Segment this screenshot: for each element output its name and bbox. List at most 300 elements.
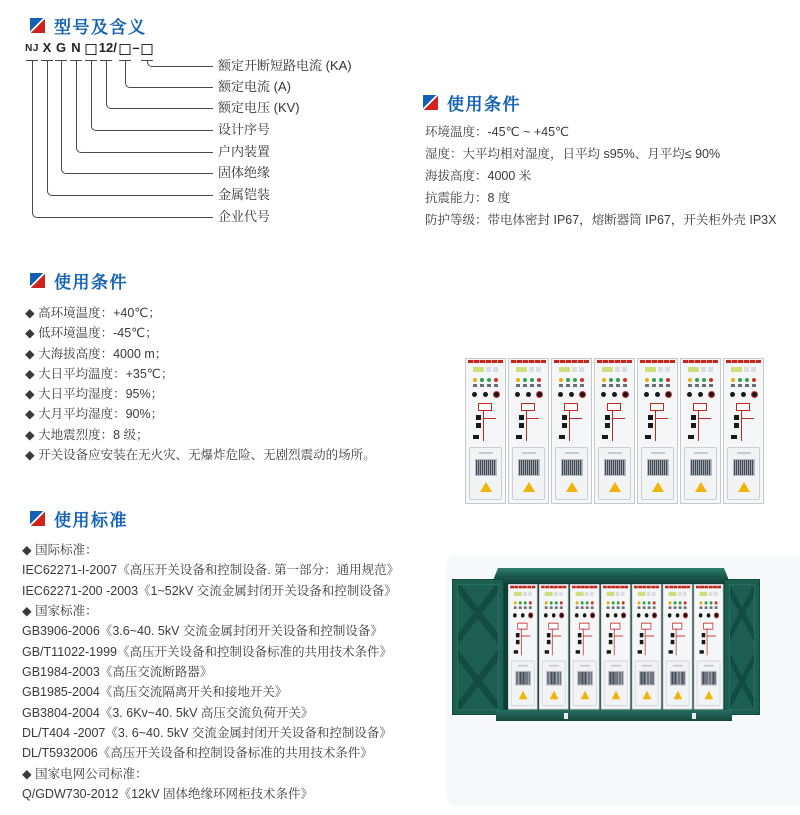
knob <box>637 613 641 617</box>
red-light <box>684 601 687 604</box>
mimic-component <box>476 423 481 428</box>
switchgear-cabinet <box>570 584 600 710</box>
mimic-component <box>545 650 549 653</box>
light-bases <box>571 606 599 609</box>
mimic-component <box>700 650 704 653</box>
panel-square <box>647 592 651 596</box>
green-light <box>745 378 749 382</box>
yellow-light <box>645 378 649 382</box>
cabinet-nameplate-row <box>552 367 591 372</box>
mimic-diagram <box>728 403 759 445</box>
section-title: 使用标准 <box>54 511 128 530</box>
door-label <box>694 452 708 454</box>
mimic-line <box>614 636 623 637</box>
cabinet-nameplate-row <box>602 592 630 596</box>
indicator-pill <box>602 367 613 372</box>
knob <box>601 392 606 397</box>
ventilation-grille <box>577 671 593 686</box>
switchgear-cabinet <box>594 358 635 504</box>
red-light <box>622 601 625 604</box>
indicator-pill <box>607 592 615 596</box>
mimic-component <box>516 633 520 637</box>
knob <box>676 613 680 617</box>
mimic-component <box>691 415 696 420</box>
light-bases <box>595 384 634 387</box>
cabinet-red-strip <box>511 360 546 363</box>
control-knobs <box>664 613 692 617</box>
code-part: – <box>132 40 140 55</box>
red-light <box>537 378 541 382</box>
light-bases <box>633 606 661 609</box>
indicator-lights <box>540 601 568 604</box>
diagram-label: 额定开断短路电流 (KA) <box>218 58 352 73</box>
panel-square <box>701 367 706 372</box>
knob <box>687 392 692 397</box>
mimic-component <box>645 435 651 439</box>
switchgear-cabinet <box>551 358 592 504</box>
mimic-component <box>702 633 706 637</box>
mimic-breaker-box <box>693 403 707 411</box>
knob <box>644 392 649 397</box>
container-roof <box>492 568 730 583</box>
standard-line: ◆ 国家标准： <box>22 604 98 619</box>
knob-red-ring <box>529 613 533 617</box>
mimic-component <box>476 415 481 420</box>
mimic-component <box>671 633 675 637</box>
mimic-line <box>569 410 570 441</box>
mimic-component <box>734 423 739 428</box>
knob <box>526 392 531 397</box>
door-label <box>673 665 683 667</box>
door-label <box>479 452 493 454</box>
control-knobs <box>602 613 630 617</box>
ventilation-grille <box>733 459 755 476</box>
cabinet-red-strip <box>541 586 566 589</box>
cabinet-red-strip <box>597 360 632 363</box>
red-light <box>591 601 594 604</box>
ventilation-grille <box>604 459 626 476</box>
standards-list <box>22 540 399 804</box>
mimic-line <box>526 410 527 441</box>
ventilation-grille <box>647 459 669 476</box>
knob <box>515 392 520 397</box>
door-label <box>549 665 559 667</box>
mimic-component <box>578 633 582 637</box>
mimic-component <box>734 415 739 420</box>
door-label <box>737 452 751 454</box>
knob <box>707 613 711 617</box>
cabinet-lower-door <box>555 447 588 500</box>
cabinet-nameplate-row <box>595 367 634 372</box>
cabinet-red-strip <box>572 586 597 589</box>
standard-line: GB1984-2003《高压交流断路器》 <box>22 665 213 680</box>
knob <box>569 392 574 397</box>
door-label <box>522 452 536 454</box>
switchgear-cabinet <box>663 584 693 710</box>
standard-line: ◆ 国际标准： <box>22 543 98 557</box>
mimic-breaker-box <box>579 623 589 630</box>
diagram-label: 固体绝缘 <box>218 165 271 180</box>
indicator-lights <box>633 601 661 604</box>
cabinet-nameplate-row <box>466 367 505 372</box>
mimic-component <box>640 640 644 644</box>
green-light <box>659 378 663 382</box>
indicator-pill <box>688 367 699 372</box>
section-header-conditions-left <box>30 268 128 293</box>
cabinet-nameplate-row <box>633 592 661 596</box>
green-light <box>581 601 584 604</box>
green-light <box>586 601 589 604</box>
switchgear-cabinet <box>632 584 662 710</box>
switchgear-cabinet <box>508 358 549 504</box>
condition-line: 海拔高度：4000 米 <box>425 169 532 183</box>
warning-triangle-icon <box>652 482 664 492</box>
mimic-line <box>741 418 754 419</box>
cabinet-nameplate-row <box>509 592 537 596</box>
condition-item: ◆ 高环境温度：+40℃； <box>25 306 161 320</box>
switchgear-cabinet <box>680 358 721 504</box>
mimic-component <box>578 640 582 644</box>
cabinet-red-strip <box>640 360 675 363</box>
mimic-line <box>707 629 708 656</box>
indicator-pill <box>669 592 677 596</box>
control-knobs <box>724 392 763 397</box>
indicator-pill <box>473 367 484 372</box>
mimic-line <box>483 418 496 419</box>
mimic-breaker-box <box>517 623 527 630</box>
knob <box>472 392 477 397</box>
warning-triangle-icon <box>518 691 527 700</box>
light-bases <box>664 606 692 609</box>
mimic-diagram <box>635 623 657 659</box>
section-header-model <box>30 13 147 38</box>
panel-square <box>615 367 620 372</box>
door-label <box>703 665 713 667</box>
indicator-pill <box>638 592 646 596</box>
mimic-breaker-box <box>607 403 621 411</box>
switchgear-cabinet <box>465 358 506 504</box>
control-knobs <box>540 613 568 617</box>
warning-triangle-icon <box>480 482 492 492</box>
indicator-lights <box>664 601 692 604</box>
panel-square <box>744 367 749 372</box>
mimic-line <box>552 636 561 637</box>
control-knobs <box>466 392 505 397</box>
cabinet-lower-door <box>573 661 597 707</box>
panel-square <box>585 592 589 596</box>
green-light <box>695 378 699 382</box>
ventilation-grille <box>608 671 624 686</box>
panel-square <box>709 592 713 596</box>
mimic-line <box>707 636 716 637</box>
knob-red-ring <box>560 613 564 617</box>
panel-square <box>554 592 558 596</box>
cabinet-red-strip <box>510 586 535 589</box>
knob <box>741 392 746 397</box>
mimic-component <box>516 435 522 439</box>
green-light <box>643 601 646 604</box>
yellow-light <box>516 378 520 382</box>
ventilation-grille <box>670 671 686 686</box>
condition-item: ◆ 大海拔高度：4000 m； <box>25 346 168 361</box>
mimic-component <box>609 640 613 644</box>
diagram-label: 额定电压 (KV) <box>218 100 300 115</box>
cabinet-red-strip <box>634 586 659 589</box>
panel-square <box>523 592 527 596</box>
mimic-component <box>671 640 675 644</box>
panel-square <box>621 592 625 596</box>
knob-red-ring <box>709 392 714 397</box>
light-bases <box>638 384 677 387</box>
knob <box>699 613 703 617</box>
mimic-component <box>562 415 567 420</box>
condition-item: ◆ 低环境温度：-45℃； <box>25 326 158 341</box>
mimic-line <box>655 410 656 441</box>
mimic-component <box>648 423 653 428</box>
switchgear-cabinet <box>694 584 724 710</box>
panel-square <box>493 367 498 372</box>
mimic-diagram <box>685 403 716 445</box>
mimic-breaker-box <box>478 403 492 411</box>
code-part: NJ <box>25 43 39 54</box>
door-label <box>642 665 652 667</box>
mimic-breaker-box <box>703 623 713 630</box>
indicator-lights <box>466 378 505 382</box>
green-light <box>530 378 534 382</box>
warning-triangle-icon <box>549 691 558 700</box>
mimic-diagram <box>512 623 534 659</box>
warning-triangle-icon <box>695 482 707 492</box>
ventilation-grille <box>701 671 717 686</box>
green-light <box>738 378 742 382</box>
green-light <box>674 601 677 604</box>
knob <box>521 613 525 617</box>
container-sill <box>496 710 732 721</box>
knob-red-ring <box>684 613 688 617</box>
mimic-diagram <box>513 403 544 445</box>
red-light <box>653 601 656 604</box>
code-box <box>120 44 131 55</box>
panel-square <box>683 592 687 596</box>
mimic-component <box>576 650 580 653</box>
cabinet-nameplate-row <box>509 367 548 372</box>
switchgear-cabinet-row-image <box>465 358 766 504</box>
indicator-lights <box>509 378 548 382</box>
panel-square <box>590 592 594 596</box>
ventilation-grille <box>518 459 540 476</box>
cabinet-red-strip <box>554 360 589 363</box>
knob-red-ring <box>622 613 626 617</box>
knob <box>645 613 649 617</box>
knob <box>612 392 617 397</box>
cabinet-red-strip <box>696 586 721 589</box>
red-light <box>752 378 756 382</box>
green-light <box>480 378 484 382</box>
mimic-component <box>702 640 706 644</box>
panel-square <box>616 592 620 596</box>
warning-triangle-icon <box>704 691 713 700</box>
mimic-component <box>473 435 479 439</box>
cabinet-lower-door <box>511 661 535 707</box>
light-bases <box>509 606 537 609</box>
control-knobs <box>509 392 548 397</box>
warning-triangle-icon <box>523 482 535 492</box>
standard-line: GB1985-2004《高压交流隔离开关和接地开关》 <box>22 685 288 700</box>
mimic-line <box>583 636 592 637</box>
indicator-lights <box>571 601 599 604</box>
indicator-pill <box>731 367 742 372</box>
green-light <box>652 378 656 382</box>
green-container-image <box>452 568 760 722</box>
control-knobs <box>694 613 722 617</box>
switchgear-cabinet <box>723 358 764 504</box>
door-label <box>565 452 579 454</box>
section-title: 型号及含义 <box>54 18 147 37</box>
green-light <box>702 378 706 382</box>
indicator-lights <box>638 378 677 382</box>
mimic-component <box>547 633 551 637</box>
cabinet-lower-door <box>604 661 628 707</box>
indicator-lights <box>602 601 630 604</box>
green-light <box>648 601 651 604</box>
green-light <box>705 601 708 604</box>
green-light <box>524 601 527 604</box>
yellow-light <box>576 601 579 604</box>
warning-triangle-icon <box>673 691 682 700</box>
mimic-line <box>569 418 582 419</box>
switchgear-cabinet <box>601 584 631 710</box>
mimic-line <box>612 410 613 441</box>
section-header-conditions-right <box>423 90 521 115</box>
mimic-breaker-box <box>650 403 664 411</box>
indicator-lights <box>694 601 722 604</box>
mimic-component <box>605 415 610 420</box>
mimic-diagram <box>599 403 630 445</box>
knob <box>513 613 517 617</box>
cabinet-red-strip <box>665 586 690 589</box>
green-light <box>617 601 620 604</box>
mimic-line <box>483 410 484 441</box>
cabinet-lower-door <box>598 447 631 500</box>
green-light <box>616 378 620 382</box>
mimic-line <box>614 629 615 656</box>
red-light <box>529 601 532 604</box>
container-door-left <box>452 579 504 715</box>
section-marker-icon <box>30 511 45 526</box>
panel-square <box>665 367 670 372</box>
mimic-diagram <box>604 623 626 659</box>
knob-red-ring <box>591 613 595 617</box>
standard-line: GB3804-2004《3. 6Kv~40. 5kV 高压交流负荷开关》 <box>22 705 314 720</box>
diagram-label: 金属铠装 <box>218 187 271 202</box>
container-cabinet-row <box>508 584 725 710</box>
mimic-component <box>547 640 551 644</box>
mimic-component <box>516 640 520 644</box>
standard-line: GB/T11022-1999《高压开关设备和控制设备标准的共用技术条件》 <box>22 644 392 659</box>
cabinet-lower-door <box>542 661 566 707</box>
ventilation-grille <box>639 671 655 686</box>
yellow-light <box>514 601 517 604</box>
diagram-label: 户内装置 <box>218 144 271 159</box>
condition-item: ◆ 大日平均温度：+35℃； <box>25 366 174 381</box>
mimic-line <box>645 636 654 637</box>
door-label <box>518 665 528 667</box>
warning-triangle-icon <box>738 482 750 492</box>
section-marker-icon <box>30 273 45 288</box>
control-knobs <box>633 613 661 617</box>
door-label <box>611 665 621 667</box>
panel-square <box>622 367 627 372</box>
cabinet-lower-door <box>635 661 659 707</box>
code-part: X <box>42 40 52 55</box>
condition-line: 抗震能力：8 度 <box>425 191 511 205</box>
standard-line: ◆ 国家电网公司标准： <box>22 766 148 781</box>
cabinet-lower-door <box>684 447 717 500</box>
control-knobs <box>571 613 599 617</box>
mimic-component <box>605 423 610 428</box>
mimic-line <box>521 629 522 656</box>
red-light <box>709 378 713 382</box>
knob <box>583 613 587 617</box>
red-light <box>494 378 498 382</box>
condition-item: ◆ 大月平均湿度：90%； <box>25 407 164 422</box>
condition-line: 防护等级：带电体密封 IP67，熔断器筒 IP67，开关柜外壳 IP3X <box>425 213 777 227</box>
cabinet-red-strip <box>468 360 503 363</box>
panel-square <box>528 592 532 596</box>
cabinet-red-strip <box>726 360 761 363</box>
warning-triangle-icon <box>566 482 578 492</box>
standard-line: IEC62271-200 -2003《1~52kV 交流金属封闭开关设备和控制设备》 <box>22 583 397 598</box>
code-part: 12 <box>98 40 114 55</box>
mimic-diagram <box>543 623 565 659</box>
yellow-light <box>473 378 477 382</box>
yellow-light <box>731 378 735 382</box>
cabinet-red-strip <box>683 360 718 363</box>
mimic-line <box>698 418 711 419</box>
standard-line: DL/T404 -2007《3. 6~40. 5kV 交流金属封闭开关设备和控制设备》 <box>22 726 392 741</box>
diagram-label: 企业代号 <box>218 209 271 224</box>
knob <box>575 613 579 617</box>
mimic-diagram <box>697 623 719 659</box>
indicator-pill <box>645 367 656 372</box>
knob-red-ring <box>537 392 542 397</box>
door-label <box>580 665 590 667</box>
indicator-lights <box>681 378 720 382</box>
knob <box>552 613 556 617</box>
green-light <box>487 378 491 382</box>
knob-red-ring <box>715 613 719 617</box>
mimic-component <box>562 423 567 428</box>
light-bases <box>540 606 568 609</box>
mimic-breaker-box <box>736 403 750 411</box>
condition-item: ◆ 开关设备应安装在无火灾、无爆炸危险、无剧烈震动的场所。 <box>25 448 376 463</box>
panel-square <box>652 592 656 596</box>
cabinet-lower-door <box>697 661 721 707</box>
code-box <box>142 44 153 55</box>
section-title: 使用条件 <box>54 273 128 292</box>
panel-square <box>529 367 534 372</box>
mimic-line <box>676 636 685 637</box>
light-bases <box>694 606 722 609</box>
indicator-pill <box>516 367 527 372</box>
control-knobs <box>552 392 591 397</box>
light-bases <box>466 384 505 387</box>
mimic-component <box>519 415 524 420</box>
panel-square <box>559 592 563 596</box>
warning-triangle-icon <box>580 691 589 700</box>
yellow-light <box>669 601 672 604</box>
knob <box>483 392 488 397</box>
